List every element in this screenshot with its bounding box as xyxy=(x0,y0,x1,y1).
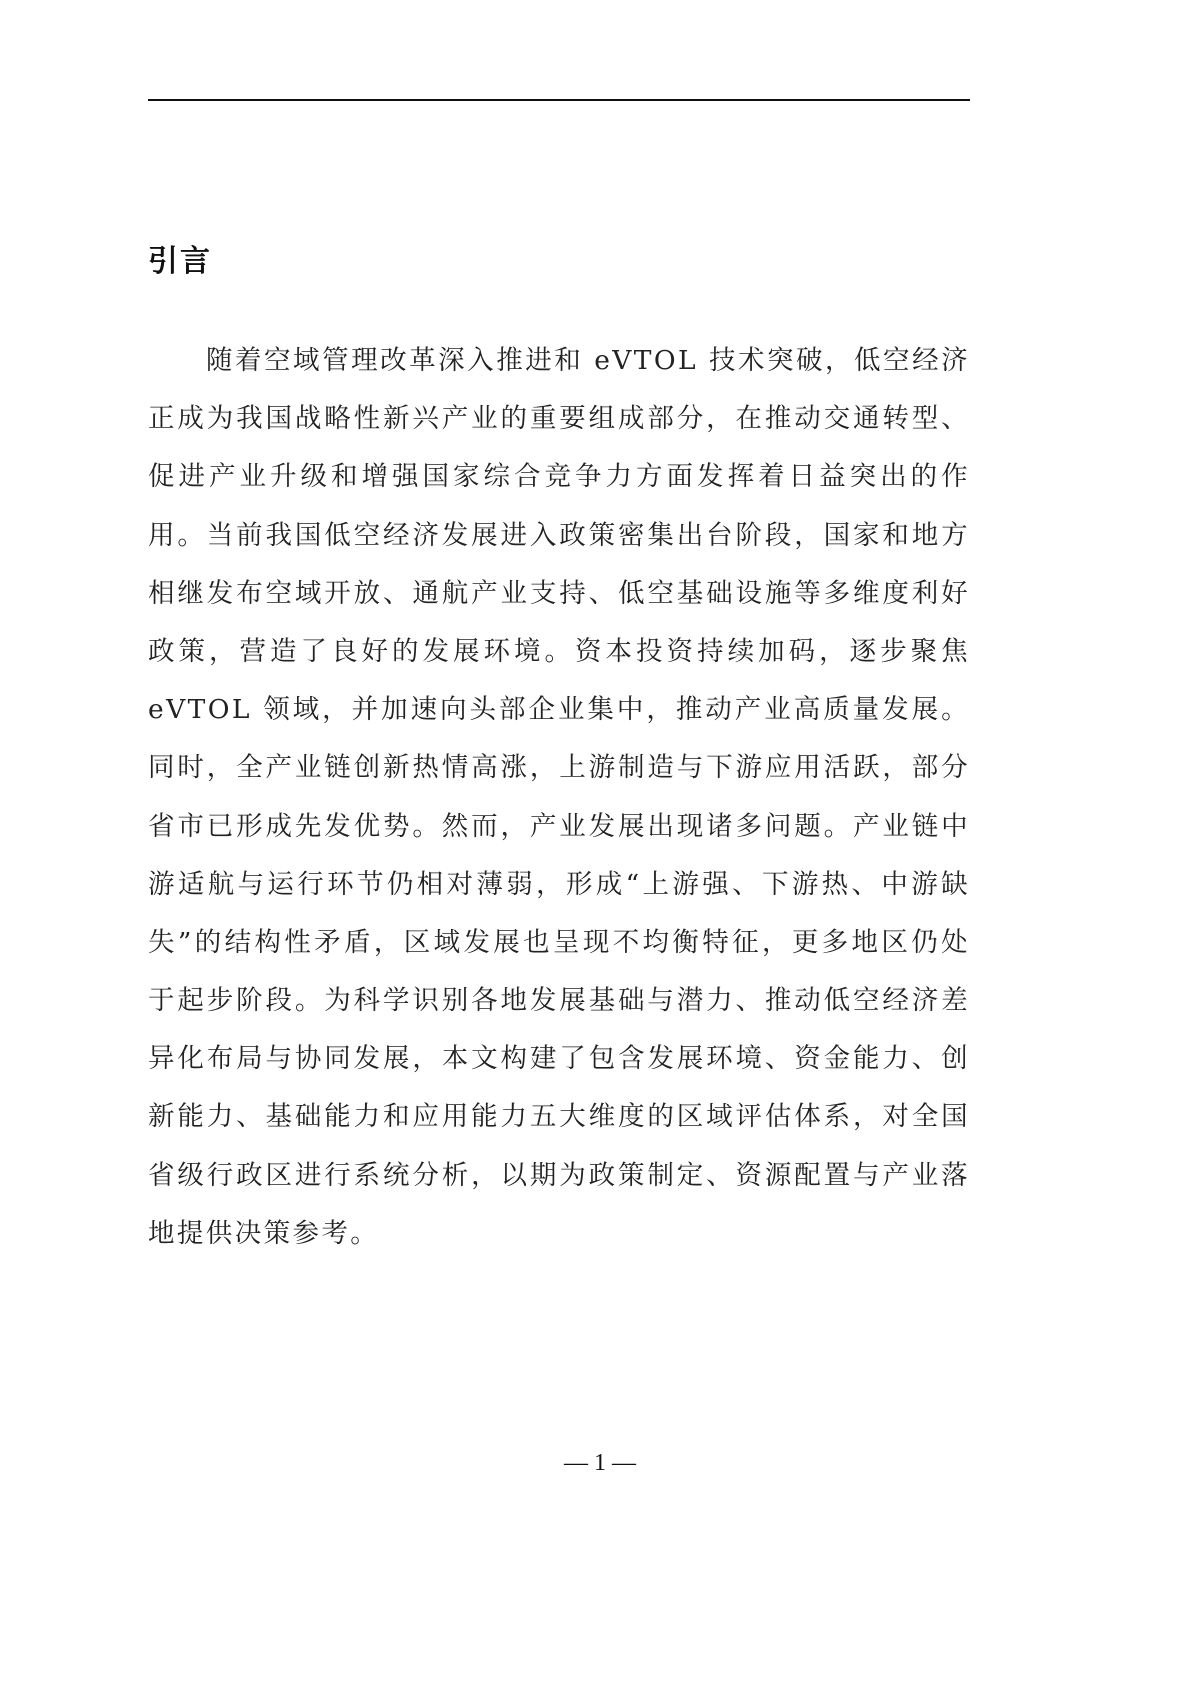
paragraph-line: 省级行政区进行系统分析，以期为政策制定、资源配置与产业落 xyxy=(148,1159,970,1191)
paragraph-line: 新能力、基础能力和应用能力五大维度的区域评估体系，对全国 xyxy=(148,1101,970,1133)
paragraph-line: 地提供决策参考。 xyxy=(148,1217,380,1249)
paragraph-line: 游适航与运行环节仍相对薄弱，形成“上游强、下游热、中游缺 xyxy=(148,868,970,900)
paragraph-line: 同时，全产业链创新热情高涨，上游制造与下游应用活跃，部分 xyxy=(148,752,970,784)
paragraph-line: 异化布局与协同发展，本文构建了包含发展环境、资金能力、创 xyxy=(148,1043,970,1075)
paragraph-line: 于起步阶段。为科学识别各地发展基础与潜力、推动低空经济差 xyxy=(148,985,970,1017)
paragraph-line: 正成为我国战略性新兴产业的重要组成部分，在推动交通转型、 xyxy=(148,403,970,435)
intro-paragraph xyxy=(148,332,970,1263)
page-number: — 1 — xyxy=(564,1450,636,1476)
section-heading: 引言 xyxy=(148,244,212,279)
paragraph-line: 随着空域管理改革深入推进和 eVTOL 技术突破，低空经济 xyxy=(206,345,970,376)
paragraph-line: 失”的结构性矛盾，区域发展也呈现不均衡特征，更多地区仍处 xyxy=(148,926,970,958)
paragraph-line: 用。当前我国低空经济发展进入政策密集出台阶段，国家和地方 xyxy=(148,519,970,551)
paragraph-line: 相继发布空域开放、通航产业支持、低空基础设施等多维度利好 xyxy=(148,577,970,609)
header-rule xyxy=(148,99,970,101)
paragraph-line: 政策，营造了良好的发展环境。资本投资持续加码，逐步聚焦 xyxy=(148,635,970,667)
paragraph-line: 促进产业升级和增强国家综合竞争力方面发挥着日益突出的作 xyxy=(148,461,970,493)
paragraph-line: eVTOL 领域，并加速向头部企业集中，推动产业高质量发展。 xyxy=(148,694,970,726)
paragraph-line: 省市已形成先发优势。然而，产业发展出现诸多问题。产业链中 xyxy=(148,810,970,842)
